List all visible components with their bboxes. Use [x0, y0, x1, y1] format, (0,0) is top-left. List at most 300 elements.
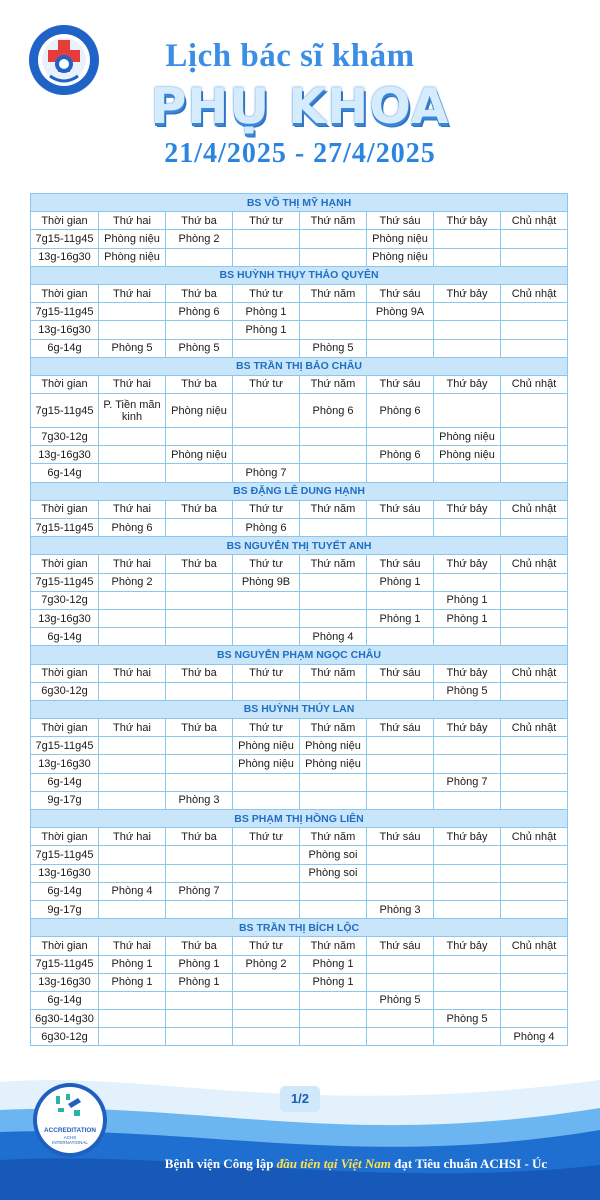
room-cell: Phòng 7 [166, 882, 233, 900]
time-slot-cell: 6g-14g [31, 628, 99, 646]
room-cell [166, 591, 233, 609]
footer-text-part2: đạt Tiêu chuẩn ACHSI - Úc [394, 1156, 548, 1171]
room-cell [99, 609, 166, 627]
room-cell [501, 519, 568, 537]
room-cell [367, 321, 434, 339]
room-cell [434, 339, 501, 357]
column-header: Thứ sáu [367, 937, 434, 955]
room-cell [300, 882, 367, 900]
time-slot-cell: 7g15-11g45 [31, 519, 99, 537]
column-header: Chủ nhật [501, 555, 568, 573]
doctor-name: BS NGUYỄN THỊ TUYẾT ANH [31, 537, 568, 555]
column-header: Thứ ba [166, 664, 233, 682]
room-cell [233, 900, 300, 918]
room-cell: Phòng 1 [367, 573, 434, 591]
column-header: Thứ hai [99, 719, 166, 737]
time-slot-cell: 6g-14g [31, 464, 99, 482]
room-cell: Phòng 6 [300, 394, 367, 428]
doctor-name: BS HUỲNH THỤY THẢO QUYÊN [31, 266, 568, 284]
room-cell: Phòng niệu [166, 446, 233, 464]
room-cell: Phòng 6 [367, 446, 434, 464]
room-cell: Phòng 1 [434, 609, 501, 627]
room-cell: Phòng 9B [233, 573, 300, 591]
schedule-row [31, 339, 568, 357]
room-cell [166, 321, 233, 339]
room-cell: Phòng 4 [501, 1028, 568, 1046]
column-header: Thứ bảy [434, 212, 501, 230]
room-cell: Phòng 9A [367, 303, 434, 321]
room-cell [434, 303, 501, 321]
time-slot-cell: 9g-17g [31, 900, 99, 918]
schedule-row [31, 1028, 568, 1046]
schedule-row [31, 248, 568, 266]
doctor-name: BS ĐẶNG LÊ DUNG HẠNH [31, 482, 568, 500]
doctor-header-row [31, 266, 568, 284]
room-cell [367, 864, 434, 882]
room-cell [300, 573, 367, 591]
time-slot-cell: 9g-17g [31, 791, 99, 809]
room-cell: Phòng 5 [166, 339, 233, 357]
room-cell [233, 973, 300, 991]
room-cell [166, 737, 233, 755]
room-cell: Phòng niệu [233, 737, 300, 755]
room-cell [367, 755, 434, 773]
column-header: Thứ bảy [434, 375, 501, 393]
time-slot-cell: 13g-16g30 [31, 755, 99, 773]
room-cell [367, 973, 434, 991]
time-slot-cell: 7g15-11g45 [31, 303, 99, 321]
column-header: Thứ hai [99, 212, 166, 230]
schedule-row [31, 791, 568, 809]
time-slot-cell: 13g-16g30 [31, 609, 99, 627]
room-cell [233, 394, 300, 428]
column-header: Thời gian [31, 664, 99, 682]
room-cell: Phòng niệu [300, 755, 367, 773]
badge-line2: ACHS [63, 1135, 77, 1140]
doctor-header-row [31, 700, 568, 718]
room-cell [99, 1010, 166, 1028]
schedule-row [31, 846, 568, 864]
column-header: Thứ hai [99, 828, 166, 846]
room-cell [166, 682, 233, 700]
room-cell [434, 573, 501, 591]
room-cell: Phòng 1 [434, 591, 501, 609]
room-cell [367, 1028, 434, 1046]
room-cell [501, 755, 568, 773]
room-cell [300, 248, 367, 266]
column-header: Chủ nhật [501, 719, 568, 737]
schedule-row [31, 864, 568, 882]
room-cell [434, 321, 501, 339]
column-header-row [31, 212, 568, 230]
time-slot-cell: 7g15-11g45 [31, 737, 99, 755]
schedule-row [31, 321, 568, 339]
room-cell [233, 1010, 300, 1028]
room-cell: Phòng 1 [300, 973, 367, 991]
column-header: Chủ nhật [501, 284, 568, 302]
room-cell: Phòng 1 [367, 609, 434, 627]
room-cell [233, 882, 300, 900]
room-cell [434, 519, 501, 537]
column-header: Thứ hai [99, 500, 166, 518]
room-cell [99, 773, 166, 791]
column-header: Thứ sáu [367, 284, 434, 302]
room-cell [233, 248, 300, 266]
time-slot-cell: 7g15-11g45 [31, 573, 99, 591]
room-cell [434, 791, 501, 809]
column-header: Thứ hai [99, 284, 166, 302]
schedule-row [31, 428, 568, 446]
time-slot-cell: 13g-16g30 [31, 864, 99, 882]
room-cell [233, 591, 300, 609]
doctor-name: BS TRẦN THỊ BÍCH LỘC [31, 919, 568, 937]
room-cell [300, 609, 367, 627]
room-cell [166, 991, 233, 1009]
time-slot-cell: 13g-16g30 [31, 973, 99, 991]
schedule-row [31, 1010, 568, 1028]
column-header: Thứ bảy [434, 719, 501, 737]
time-slot-cell: 13g-16g30 [31, 248, 99, 266]
time-slot-cell: 6g-14g [31, 339, 99, 357]
room-cell [99, 755, 166, 773]
room-cell [501, 846, 568, 864]
column-header: Thời gian [31, 375, 99, 393]
column-header: Chủ nhật [501, 937, 568, 955]
date-range: 21/4/2025 - 27/4/2025 [164, 138, 436, 169]
room-cell [434, 394, 501, 428]
time-slot-cell: 7g15-11g45 [31, 846, 99, 864]
room-cell [166, 864, 233, 882]
room-cell [233, 864, 300, 882]
schedule-row [31, 882, 568, 900]
room-cell: Phòng 5 [99, 339, 166, 357]
room-cell: Phòng 1 [99, 973, 166, 991]
room-cell [166, 609, 233, 627]
doctor-header-row [31, 646, 568, 664]
footer-text-part1: Bệnh viện Công lập [164, 1156, 274, 1171]
column-header: Thời gian [31, 828, 99, 846]
time-slot-cell: 13g-16g30 [31, 321, 99, 339]
room-cell [501, 973, 568, 991]
room-cell: Phòng 3 [166, 791, 233, 809]
doctor-name: BS NGUYỄN PHẠM NGỌC CHÂU [31, 646, 568, 664]
column-header: Chủ nhật [501, 500, 568, 518]
room-cell [300, 682, 367, 700]
room-cell: Phòng 1 [233, 303, 300, 321]
column-header: Thứ năm [300, 719, 367, 737]
schedule-row [31, 464, 568, 482]
room-cell: P. Tiền mãn kinh [99, 394, 166, 428]
badge-line1: ACCREDITATION [44, 1127, 96, 1134]
column-header: Chủ nhật [501, 664, 568, 682]
schedule-row [31, 955, 568, 973]
column-header: Thứ sáu [367, 212, 434, 230]
page-heading-specialty: PHỤ KHOA [150, 78, 450, 135]
room-cell [501, 609, 568, 627]
column-header: Thứ bảy [434, 664, 501, 682]
time-slot-cell: 6g-14g [31, 882, 99, 900]
room-cell [233, 446, 300, 464]
room-cell [99, 682, 166, 700]
room-cell [300, 321, 367, 339]
schedule-row [31, 682, 568, 700]
schedule-row [31, 303, 568, 321]
column-header: Thứ sáu [367, 664, 434, 682]
room-cell [367, 682, 434, 700]
doctor-name: BS HUỲNH THÚY LAN [31, 700, 568, 718]
room-cell: Phòng 2 [166, 230, 233, 248]
room-cell: Phòng 5 [367, 991, 434, 1009]
room-cell [99, 628, 166, 646]
room-cell [501, 321, 568, 339]
badge-line3: INTERNATIONAL [52, 1140, 88, 1145]
room-cell [434, 955, 501, 973]
room-cell [434, 900, 501, 918]
room-cell [233, 339, 300, 357]
room-cell [367, 773, 434, 791]
room-cell [434, 230, 501, 248]
column-header-row [31, 828, 568, 846]
column-header: Chủ nhật [501, 212, 568, 230]
room-cell: Phòng 4 [300, 628, 367, 646]
room-cell [300, 773, 367, 791]
room-cell [501, 955, 568, 973]
column-header: Thứ ba [166, 719, 233, 737]
column-header: Thứ tư [233, 664, 300, 682]
room-cell [501, 446, 568, 464]
room-cell [166, 464, 233, 482]
room-cell [501, 791, 568, 809]
column-header-row [31, 375, 568, 393]
room-cell: Phòng 7 [434, 773, 501, 791]
column-header: Thứ hai [99, 555, 166, 573]
doctor-header-row [31, 919, 568, 937]
room-cell [367, 846, 434, 864]
room-cell: Phòng 1 [99, 955, 166, 973]
time-slot-cell: 7g15-11g45 [31, 955, 99, 973]
room-cell [367, 628, 434, 646]
column-header-row [31, 719, 568, 737]
room-cell [300, 303, 367, 321]
room-cell [434, 737, 501, 755]
column-header: Thứ sáu [367, 719, 434, 737]
room-cell [166, 755, 233, 773]
room-cell [300, 230, 367, 248]
room-cell [501, 230, 568, 248]
column-header: Thứ hai [99, 664, 166, 682]
room-cell [501, 737, 568, 755]
column-header: Thứ năm [300, 375, 367, 393]
schedule-table [30, 193, 568, 1046]
room-cell [434, 464, 501, 482]
room-cell [501, 864, 568, 882]
page-title: Lịch bác sĩ khám [165, 38, 415, 74]
room-cell [166, 519, 233, 537]
column-header: Thứ năm [300, 937, 367, 955]
column-header: Thứ tư [233, 555, 300, 573]
room-cell: Phòng 5 [434, 682, 501, 700]
room-cell [501, 682, 568, 700]
room-cell [99, 791, 166, 809]
column-header: Thứ ba [166, 555, 233, 573]
room-cell [300, 591, 367, 609]
column-header: Thứ tư [233, 719, 300, 737]
column-header: Thứ bảy [434, 500, 501, 518]
column-header: Thứ năm [300, 212, 367, 230]
doctor-header-row [31, 537, 568, 555]
room-cell [99, 591, 166, 609]
column-header: Thứ năm [300, 500, 367, 518]
room-cell [166, 1028, 233, 1046]
room-cell: Phòng 2 [233, 955, 300, 973]
room-cell [166, 1010, 233, 1028]
room-cell: Phòng 6 [99, 519, 166, 537]
schedule-row [31, 628, 568, 646]
column-header-row [31, 937, 568, 955]
room-cell [233, 991, 300, 1009]
room-cell [99, 428, 166, 446]
column-header: Thứ năm [300, 284, 367, 302]
room-cell [501, 882, 568, 900]
room-cell [300, 791, 367, 809]
room-cell [501, 628, 568, 646]
time-slot-cell: 6g30-12g [31, 1028, 99, 1046]
room-cell [501, 773, 568, 791]
column-header: Thứ ba [166, 284, 233, 302]
column-header: Thứ ba [166, 828, 233, 846]
room-cell [367, 791, 434, 809]
room-cell [300, 428, 367, 446]
column-header: Thứ hai [99, 937, 166, 955]
room-cell [99, 846, 166, 864]
room-cell [367, 955, 434, 973]
room-cell [300, 446, 367, 464]
room-cell [166, 628, 233, 646]
column-header-row [31, 555, 568, 573]
doctor-name: BS VÕ THỊ MỸ HẠNH [31, 194, 568, 212]
room-cell [434, 864, 501, 882]
room-cell [501, 900, 568, 918]
column-header: Thứ sáu [367, 375, 434, 393]
room-cell [501, 1010, 568, 1028]
column-header: Thời gian [31, 937, 99, 955]
room-cell [367, 737, 434, 755]
column-header: Thứ năm [300, 664, 367, 682]
room-cell [233, 609, 300, 627]
room-cell [233, 682, 300, 700]
column-header: Thứ tư [233, 828, 300, 846]
room-cell [367, 464, 434, 482]
time-slot-cell: 13g-16g30 [31, 446, 99, 464]
room-cell: Phòng niệu [99, 248, 166, 266]
column-header: Thời gian [31, 719, 99, 737]
room-cell: Phòng 1 [166, 955, 233, 973]
hospital-logo-icon [28, 24, 100, 96]
room-cell [367, 882, 434, 900]
room-cell: Phòng niệu [434, 428, 501, 446]
column-header: Thứ năm [300, 555, 367, 573]
doctor-header-row [31, 194, 568, 212]
schedule-row [31, 573, 568, 591]
room-cell [434, 991, 501, 1009]
room-cell [233, 1028, 300, 1046]
doctor-name: BS PHẠM THỊ HỒNG LIÊN [31, 810, 568, 828]
room-cell: Phòng 7 [233, 464, 300, 482]
room-cell [501, 573, 568, 591]
doctor-header-row [31, 482, 568, 500]
room-cell: Phòng 2 [99, 573, 166, 591]
column-header-row [31, 664, 568, 682]
room-cell [367, 591, 434, 609]
room-cell [367, 1010, 434, 1028]
time-slot-cell: 7g30-12g [31, 591, 99, 609]
time-slot-cell: 7g15-11g45 [31, 230, 99, 248]
room-cell [300, 519, 367, 537]
room-cell: Phòng niệu [99, 230, 166, 248]
room-cell: Phòng 6 [233, 519, 300, 537]
time-slot-cell: 7g15-11g45 [31, 394, 99, 428]
room-cell [99, 321, 166, 339]
room-cell [300, 1028, 367, 1046]
room-cell [99, 446, 166, 464]
room-cell [166, 773, 233, 791]
time-slot-cell: 6g-14g [31, 773, 99, 791]
room-cell [434, 628, 501, 646]
footer-slogan [112, 1156, 600, 1172]
column-header: Thứ tư [233, 937, 300, 955]
room-cell [367, 428, 434, 446]
room-cell [99, 991, 166, 1009]
time-slot-cell: 6g30-14g30 [31, 1010, 99, 1028]
room-cell [233, 230, 300, 248]
schedule-row [31, 991, 568, 1009]
column-header: Thời gian [31, 555, 99, 573]
room-cell [501, 464, 568, 482]
room-cell: Phòng 1 [166, 973, 233, 991]
room-cell [166, 428, 233, 446]
column-header: Thứ sáu [367, 555, 434, 573]
time-slot-cell: 6g-14g [31, 991, 99, 1009]
column-header: Thứ tư [233, 284, 300, 302]
room-cell [166, 900, 233, 918]
achs-accreditation-icon [32, 1082, 108, 1158]
room-cell: Phòng niệu [367, 230, 434, 248]
column-header-row [31, 284, 568, 302]
room-cell: Phòng soi [300, 864, 367, 882]
room-cell [501, 991, 568, 1009]
room-cell [501, 339, 568, 357]
column-header: Thứ ba [166, 937, 233, 955]
room-cell: Phòng niệu [300, 737, 367, 755]
room-cell [99, 1028, 166, 1046]
schedule-row [31, 973, 568, 991]
schedule-row [31, 394, 568, 428]
room-cell: Phòng niệu [166, 394, 233, 428]
room-cell [501, 303, 568, 321]
room-cell [434, 755, 501, 773]
room-cell: Phòng 5 [300, 339, 367, 357]
room-cell [434, 846, 501, 864]
room-cell: Phòng niệu [434, 446, 501, 464]
room-cell: Phòng niệu [233, 755, 300, 773]
column-header: Thứ năm [300, 828, 367, 846]
column-header: Thời gian [31, 284, 99, 302]
room-cell [99, 303, 166, 321]
column-header: Thứ sáu [367, 828, 434, 846]
column-header: Thứ bảy [434, 937, 501, 955]
column-header: Thứ ba [166, 212, 233, 230]
room-cell [233, 628, 300, 646]
